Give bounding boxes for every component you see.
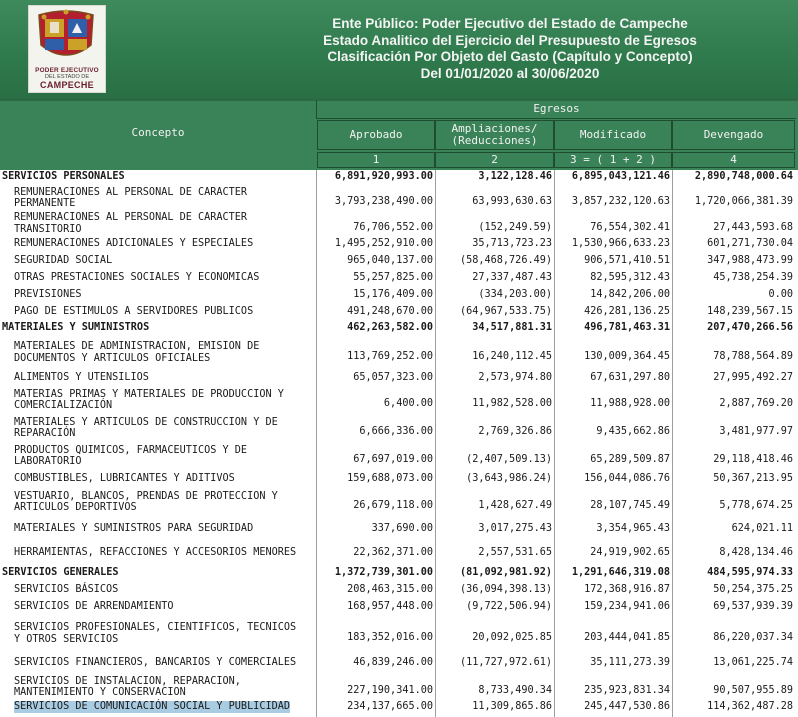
column-number: 4 — [672, 152, 795, 168]
value-cell: 6,891,920,993.00 — [334, 171, 433, 182]
value-cell: (9,722,506.94) — [466, 601, 552, 612]
concept-cell[interactable]: REMUNERACIONES AL PERSONAL DE CARACTER PERMANENTE — [14, 186, 248, 209]
value-cell: 45,738,254.39 — [713, 271, 793, 283]
table-row[interactable] — [0, 564, 798, 581]
concept-cell[interactable]: SEGURIDAD SOCIAL — [14, 254, 113, 266]
value-cell: 1,291,646,319.08 — [571, 566, 670, 578]
value-cell: 3,793,238,490.00 — [334, 196, 433, 207]
column-header-devengado: Devengado — [672, 120, 795, 150]
concept-cell[interactable]: SERVICIOS FINANCIEROS, BANCARIOS Y COMERCIALES — [14, 657, 297, 669]
table-row[interactable] — [0, 212, 798, 235]
concept-cell[interactable]: REMUNERACIONES AL PERSONAL DE CARACTER TRANSITORIO — [14, 212, 248, 235]
value-cell: 9,435,662.86 — [596, 426, 670, 437]
table-row[interactable] — [0, 581, 798, 598]
value-cell: (36,094,398.13) — [459, 583, 552, 595]
value-cell: 5,778,674.25 — [719, 500, 793, 511]
column-header-concepto: Concepto — [131, 126, 185, 139]
concept-cell[interactable]: PREVISIONES — [14, 288, 82, 300]
table-row[interactable] — [0, 598, 798, 616]
concept-cell[interactable]: SERVICIOS PERSONALES — [2, 171, 125, 183]
value-cell: 90,507,955.89 — [713, 685, 793, 696]
value-cell: 6,666,336.00 — [359, 426, 433, 437]
value-cell: 11,982,528.00 — [472, 398, 552, 409]
value-cell: (11,727,972.61) — [459, 657, 552, 668]
value-cell: 3,017,275.43 — [478, 522, 552, 534]
title-line: Clasificación Por Objeto del Gasto (Capítulo y Concepto) — [327, 49, 693, 64]
concept-cell[interactable]: ALIMENTOS Y UTENSILIOS — [14, 371, 149, 383]
value-cell: 484,595,974.33 — [707, 566, 793, 578]
value-cell: 1,372,739,301.00 — [334, 566, 433, 578]
value-cell: 78,788,564.89 — [713, 350, 793, 362]
table-row[interactable] — [0, 269, 798, 286]
value-cell: 156,044,086.76 — [584, 473, 670, 484]
table-row[interactable] — [0, 369, 798, 386]
value-cell: (3,643,986.24) — [466, 473, 552, 484]
concept-cell[interactable]: MATERIALES Y SUMINISTROS PARA SEGURIDAD — [14, 522, 254, 534]
value-cell: 624,021.11 — [731, 522, 793, 534]
value-cell: 27,443,593.68 — [713, 221, 793, 233]
value-cell: 6,895,043,121.46 — [571, 171, 670, 182]
value-cell: 234,137,665.00 — [347, 701, 433, 712]
value-cell: 2,573,974.80 — [478, 371, 552, 383]
value-cell: 496,781,463.31 — [584, 322, 670, 333]
value-cell: 906,571,410.51 — [584, 254, 670, 266]
value-cell: 82,595,312.43 — [590, 271, 670, 283]
report-header — [0, 0, 798, 98]
value-cell: 337,690.00 — [371, 522, 433, 534]
table-row[interactable] — [0, 235, 798, 252]
value-cell: 16,240,112.45 — [472, 350, 552, 362]
table-row[interactable] — [0, 336, 798, 369]
value-cell: 13,061,225.74 — [713, 657, 793, 668]
concept-cell[interactable]: MATERIALES Y SUMINISTROS — [2, 322, 150, 334]
value-cell: 14,842,206.00 — [590, 288, 670, 300]
column-header-ampliaciones: Ampliaciones/ (Reducciones) — [435, 120, 554, 150]
value-cell: 26,679,118.00 — [353, 500, 433, 511]
value-cell: 22,362,371.00 — [353, 546, 433, 558]
value-cell: 69,537,939.39 — [713, 601, 793, 612]
value-cell: 8,733,490.34 — [478, 685, 552, 696]
column-header-modificado: Modificado — [554, 120, 672, 150]
value-cell: 6,400.00 — [383, 398, 433, 409]
value-cell: 65,289,509.87 — [590, 454, 670, 465]
value-cell: 227,190,341.00 — [347, 685, 433, 696]
concept-cell[interactable]: MATERIAS PRIMAS Y MATERIALES DE PRODUCCION Y COMERCIALIZACIÓN — [14, 388, 284, 411]
value-cell: 28,107,745.49 — [590, 500, 670, 511]
concept-cell[interactable]: MATERIALES Y ARTICULOS DE CONSTRUCCION Y DE REPARACIÓN — [14, 416, 278, 439]
report-title — [305, 16, 715, 82]
value-cell: (64,967,533.75) — [459, 305, 552, 317]
value-cell: 35,111,273.39 — [590, 657, 670, 668]
value-cell: 207,470,266.56 — [707, 322, 793, 333]
concept-cell[interactable]: PAGO DE ESTIMULOS A SERVIDORES PUBLICOS — [14, 305, 254, 317]
value-cell: 462,263,582.00 — [347, 322, 433, 333]
value-cell: 168,957,448.00 — [347, 601, 433, 612]
value-cell: 113,769,252.00 — [347, 350, 433, 362]
concept-cell[interactable]: SERVICIOS PROFESIONALES, CIENTIFICOS, TECNICOS Y OTROS SERVICIOS — [14, 622, 297, 645]
value-cell: 3,122,128.46 — [478, 171, 552, 182]
value-cell: 29,118,418.46 — [713, 454, 793, 465]
value-cell: 55,257,825.00 — [353, 271, 433, 283]
logo-text-line: CAMPECHE — [40, 80, 94, 90]
value-cell: 159,234,941.06 — [584, 601, 670, 612]
concept-cell[interactable]: PRODUCTOS QUIMICOS, FARMACEUTICOS Y DE LABORATORIO — [14, 444, 248, 467]
value-cell: (152,249.59) — [478, 221, 552, 233]
concept-cell[interactable]: SERVICIOS BÁSICOS — [14, 583, 119, 595]
column-number: 1 — [317, 152, 435, 168]
value-cell: 1,428,627.49 — [478, 500, 552, 511]
table-row[interactable] — [0, 675, 798, 699]
value-cell: 114,362,487.28 — [707, 701, 793, 712]
table-row[interactable] — [0, 488, 798, 516]
value-cell: 0.00 — [768, 288, 793, 300]
table-row[interactable] — [0, 541, 798, 564]
value-cell: 35,713,723.23 — [472, 237, 552, 249]
value-cell: 347,988,473.99 — [707, 254, 793, 266]
value-cell: (334,203.00) — [478, 288, 552, 300]
value-cell: 3,857,232,120.63 — [571, 196, 670, 207]
concept-cell[interactable]: REMUNERACIONES ADICIONALES Y ESPECIALES — [14, 237, 254, 249]
value-cell: (81,092,981.92) — [459, 566, 552, 578]
value-cell: 2,769,326.86 — [478, 426, 552, 437]
value-cell: 965,040,137.00 — [347, 254, 433, 266]
value-cell: 27,337,487.43 — [472, 271, 552, 283]
table-row[interactable] — [0, 320, 798, 336]
value-cell: 1,720,066,381.39 — [694, 196, 793, 207]
value-cell: 3,354,965.43 — [596, 522, 670, 534]
table-row[interactable] — [0, 414, 798, 442]
value-cell: 11,309,865.86 — [472, 701, 552, 712]
table-row[interactable] — [0, 386, 798, 414]
value-cell: 208,463,315.00 — [347, 583, 433, 595]
value-cell: 148,239,567.15 — [707, 305, 793, 317]
table-row[interactable] — [0, 516, 798, 541]
value-cell: 601,271,730.04 — [707, 237, 793, 249]
value-cell: 159,688,073.00 — [347, 473, 433, 484]
value-cell: 15,176,409.00 — [353, 288, 433, 300]
value-cell: 67,631,297.80 — [590, 371, 670, 383]
value-cell: 86,220,037.34 — [713, 631, 793, 643]
table-row[interactable] — [0, 252, 798, 269]
table-row[interactable] — [0, 699, 798, 715]
value-cell: 1,495,252,910.00 — [334, 237, 433, 249]
value-cell: 34,517,881.31 — [472, 322, 552, 333]
value-cell: 491,248,670.00 — [347, 305, 433, 317]
concept-cell[interactable]: SERVICIOS DE ARRENDAMIENTO — [14, 601, 174, 613]
value-cell: 426,281,136.25 — [584, 305, 670, 317]
value-cell: 76,706,552.00 — [353, 221, 433, 233]
campeche-crest-icon — [35, 9, 97, 63]
table-row[interactable] — [0, 470, 798, 488]
government-logo — [28, 5, 106, 93]
value-cell: 11,988,928.00 — [590, 398, 670, 409]
concept-cell[interactable]: VESTUARIO, BLANCOS, PRENDAS DE PROTECCION Y ARTICULOS DEPORTIVOS — [14, 490, 278, 513]
logo-text-line: PODER EJECUTIVO — [35, 67, 99, 74]
value-cell: 46,839,246.00 — [353, 657, 433, 668]
value-cell: 20,092,025.85 — [472, 631, 552, 643]
value-cell: 76,554,302.41 — [590, 221, 670, 233]
concept-cell[interactable]: COMBUSTIBLES, LUBRICANTES Y ADITIVOS — [14, 473, 235, 485]
value-cell: 50,367,213.95 — [713, 473, 793, 484]
column-number: 2 — [435, 152, 554, 168]
table-row[interactable] — [0, 303, 798, 320]
value-cell: 24,919,902.65 — [590, 546, 670, 558]
value-cell: 8,428,134.46 — [719, 546, 793, 558]
concept-cell[interactable]: SERVICIOS DE INSTALACION, REPARACION, MANTENIMIENTO Y CONSERVACION — [14, 675, 241, 698]
title-line: Ente Público: Poder Ejecutivo del Estado de Campeche — [332, 16, 688, 31]
title-line: Estado Analitico del Ejercicio del Presupuesto de Egresos — [323, 32, 697, 48]
value-cell: 27,995,492.27 — [713, 371, 793, 383]
concept-cell[interactable]: HERRAMIENTAS, REFACCIONES Y ACCESORIOS MENORES — [14, 546, 297, 558]
concept-cell[interactable]: SERVICIOS DE COMUNICACIÓN SOCIAL Y PUBLICIDAD — [14, 701, 291, 713]
column-group-egresos: Egresos — [316, 100, 796, 119]
value-cell: 63,993,630.63 — [472, 196, 552, 207]
table-row[interactable] — [0, 616, 798, 651]
value-cell: 3,481,977.97 — [719, 426, 793, 437]
value-cell: 67,697,019.00 — [353, 454, 433, 465]
table-row[interactable] — [0, 442, 798, 470]
title-line: Del 01/01/2020 al 30/06/2020 — [420, 65, 600, 81]
concept-cell[interactable]: SERVICIOS GENERALES — [2, 566, 119, 578]
value-cell: 245,447,530.86 — [584, 701, 670, 712]
value-cell: 65,057,323.00 — [353, 371, 433, 383]
table-row[interactable] — [0, 184, 798, 212]
value-cell: 203,444,041.85 — [584, 631, 670, 643]
table-row[interactable] — [0, 170, 798, 184]
table-row[interactable] — [0, 286, 798, 303]
value-cell: 183,352,016.00 — [347, 631, 433, 643]
column-number: 3 = ( 1 + 2 ) — [554, 152, 672, 168]
value-cell: 130,009,364.45 — [584, 350, 670, 362]
value-cell: 2,887,769.20 — [719, 398, 793, 409]
value-cell: 235,923,831.34 — [584, 685, 670, 696]
column-header-aprobado: Aprobado — [317, 120, 435, 150]
value-cell: 2,557,531.65 — [478, 546, 552, 558]
value-cell: (2,407,509.13) — [466, 454, 552, 465]
logo-text-line: DEL ESTADO DE — [44, 74, 90, 80]
value-cell: 2,890,748,000.64 — [694, 171, 793, 182]
value-cell: (58,468,726.49) — [459, 254, 552, 266]
table-row[interactable] — [0, 651, 798, 675]
value-cell: 1,530,966,633.23 — [571, 237, 670, 249]
concept-cell[interactable]: OTRAS PRESTACIONES SOCIALES Y ECONOMICAS — [14, 271, 260, 283]
value-cell: 50,254,375.25 — [713, 583, 793, 595]
concept-cell[interactable]: MATERIALES DE ADMINISTRACION, EMISION DE DOCUMENTOS Y ARTICULOS OFICIALES — [14, 341, 260, 364]
value-cell: 172,368,916.87 — [584, 583, 670, 595]
